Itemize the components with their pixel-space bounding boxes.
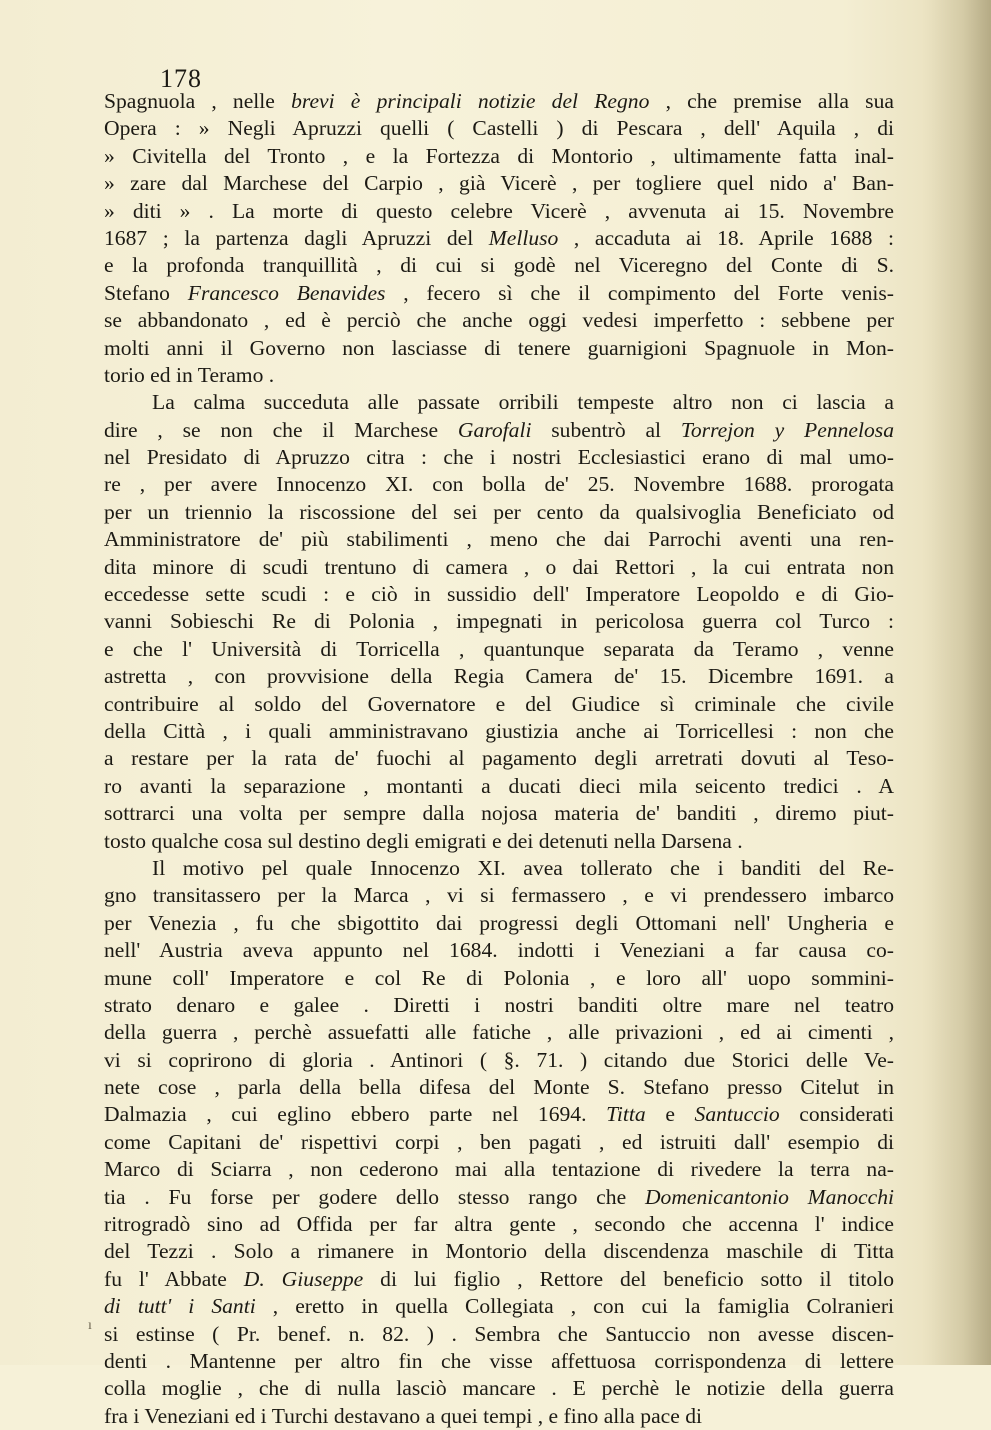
text-line: nete cose , parla della bella difesa del Monte S. Stefano presso Citelut in [104,1075,894,1100]
text-line: se abbandonato , ed è perciò che anche oggi vedesi imperfetto : sebbene per [104,308,894,333]
text-line: del Tezzi . Solo a rimanere in Montorio della discendenza maschile di Titta [104,1239,894,1264]
text-line: dita minore di scudi trentuno di camera , o dai Rettori , la cui entrata non [104,554,894,579]
text-line: sottrarci una volta per sempre dalla nojosa materia de' banditi , diremo piut- [104,801,894,826]
text-line: astretta , con provvisione della Regia Camera de' 15. Dicembre 1691. a [104,664,894,689]
text-line: tosto qualche cosa sul destino degli emigrati e dei detenuti nella Darsena . [104,828,743,853]
text-line: vanni Sobieschi Re di Polonia , impegnati in pericolosa guerra col Turco : [104,609,894,634]
text-line: denti . Mantenne per altro fin che visse affettuosa corrispondenza di lettere [104,1348,894,1373]
text-line: Spagnuola , nelle brevi è principali notizie del Regno , che premise alla sua [104,89,894,113]
text-line: torio ed in Teramo . [104,362,275,387]
text-line: contribuire al soldo del Governatore e del Giudice sì criminale che civile [104,691,894,716]
body-text [104,88,894,1430]
text-line: Il motivo pel quale Innocenzo XI. avea tollerato che i banditi del Re- [152,855,894,880]
text-line: fu l' Abbate D. Giuseppe di lui figlio , Rettore del beneficio sotto il titolo [104,1266,894,1291]
text-line: nel Presidato di Apruzzo citra : che i nostri Ecclesiastici erano di mal umo- [104,445,894,470]
text-line: Opera : » Negli Apruzzi quelli ( Castelli ) di Pescara , dell' Aquila , di [104,116,894,141]
text-line: Dalmazia , cui eglino ebbero parte nel 1694. Titta e Santuccio considerati [104,1102,895,1127]
text-line: ritrogradò sino ad Offida per far altra gente , secondo che accenna l' indice [104,1212,894,1237]
text-line: si estinse ( Pr. benef. n. 82. ) . Sembra che Santuccio non avesse discen- [104,1321,894,1346]
text-line: mune coll' Imperatore e col Re di Polonia , e loro all' uopo sommini- [104,965,894,990]
text-line: di tutt' i Santi , eretto in quella Collegiata , con cui la famiglia Colranieri [104,1294,895,1319]
page-gutter-shadow [921,0,991,1365]
text-line: » diti » . La morte di questo celebre Vicerè , avvenuta ai 15. Novembre [104,198,894,223]
text-line: Amministratore de' più stabilimenti , meno che dai Parrochi aventi una ren- [104,527,894,552]
text-line: dire , se non che il Marchese Garofali subentrò al Torrejon y Pennelosa [104,417,894,442]
text-line: » zare dal Marchese del Carpio , già Vicerè , per togliere quel nido a' Ban- [104,171,894,196]
text-line: colla moglie , che di nulla lasciò mancare . E perchè le notizie della guerra [104,1376,894,1401]
text-line: fra i Veneziani ed i Turchi destavano a quei tempi , e fino alla pace di [104,1403,703,1428]
page-number: 178 [160,64,202,93]
text-line: 1687 ; la partenza dagli Apruzzi del Melluso , accaduta ai 18. Aprile 1688 : [104,225,894,250]
text-line: come Capitani de' rispettivi corpi , ben pagati , ed istruiti dall' esempio di [104,1129,894,1154]
text-line: ro avanti la separazione , montanti a ducati dieci mila seicento tredici . A [104,773,894,798]
text-line: a restare per la rata de' fuochi al pagamento degli arretrati dovuti al Teso- [104,746,894,771]
text-line: per Venezia , fu che sbigottito dai progressi degli Ottomani nell' Ungheria e [104,910,894,935]
text-line: e la profonda tranquillità , di cui si godè nel Viceregno del Conte di S. [104,253,894,278]
text-line: eccedesse sette scudi : e ciò in sussidio dell' Imperatore Leopoldo e di Gio- [104,582,894,607]
text-line: Stefano Francesco Benavides , fecero sì che il compimento del Forte venis- [104,280,894,305]
text-line: molti anni il Governo non lasciasse di tenere guarnigioni Spagnuole in Mon- [104,335,894,360]
text-line: » Civitella del Tronto , e la Fortezza di Montorio , ultimamente fatta inal- [104,143,894,168]
text-line: della guerra , perchè assuefatti alle fatiche , alle privazioni , ed ai cimenti , [104,1020,894,1045]
text-line: re , per avere Innocenzo XI. con bolla de' 25. Novembre 1688. prorogata [104,472,894,497]
text-line: strato denaro e galee . Diretti i nostri banditi oltre mare nel teatro [104,992,894,1017]
text-line: e che l' Università di Torricella , quantunque separata da Teramo , venne [104,636,894,661]
text-line: La calma succeduta alle passate orribili tempeste altro non ci lascia a [152,390,894,415]
text-line: per un triennio la riscossione del sei per cento da qualsivoglia Beneficiato od [104,499,894,524]
text-line: gno transitassero per la Marca , vi si fermassero , e vi prendessero imbarco [104,883,894,908]
text-line: Marco di Sciarra , non cederono mai alla tentazione di rivedere la terra na- [104,1157,894,1182]
text-line: della Città , i quali amministravano giustizia anche ai Torricellesi : non che [104,718,894,743]
text-line: vi si coprirono di gloria . Antinori ( §. 71. ) citando due Storici delle Ve- [104,1047,894,1072]
text-line: nell' Austria aveva appunto nel 1684. indotti i Veneziani a far causa co- [104,938,894,963]
margin-mark: ı [88,1318,92,1333]
text-line: tia . Fu forse per godere dello stesso rango che Domenicantonio Manocchi [104,1184,894,1209]
